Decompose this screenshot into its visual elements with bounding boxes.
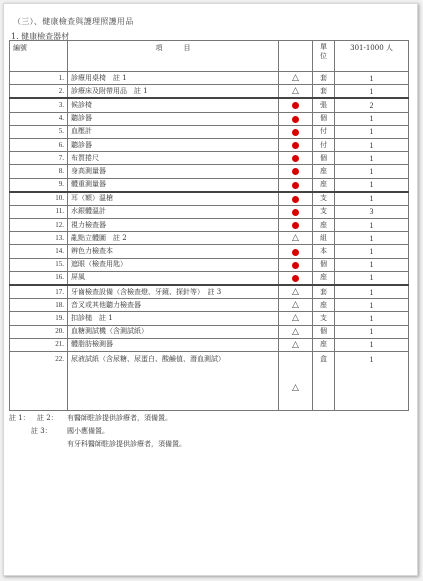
item-name: 診療床及附帶用品 註 1 <box>68 85 279 99</box>
item-quantity: 1 <box>335 232 409 245</box>
row-number: 1. <box>10 72 68 85</box>
table-row <box>10 351 409 410</box>
item-name: 血壓計 <box>68 125 279 138</box>
optional-marker <box>279 351 313 410</box>
triangle-icon: △ <box>292 86 299 97</box>
item-quantity: 1 <box>335 338 409 351</box>
item-name: 屏風 <box>68 271 279 285</box>
item-name: 辨色力檢查本 <box>68 245 279 258</box>
table-row <box>10 152 409 165</box>
header-item: 項 目 <box>68 41 279 72</box>
item-unit: 付 <box>313 125 335 138</box>
item-unit: 座 <box>313 165 335 178</box>
footnote-text-1: 有醫師駐診提供診療者，須備置。 <box>67 414 172 422</box>
required-marker <box>279 192 313 206</box>
table-row <box>10 192 409 206</box>
triangle-icon: △ <box>292 326 299 337</box>
item-unit: 支 <box>313 312 335 325</box>
table-row <box>10 112 409 125</box>
item-name: 血糖測試機（含測試紙） <box>68 325 279 338</box>
footnote-label-1: 註 1： <box>9 414 30 422</box>
optional-marker <box>279 72 313 85</box>
required-marker <box>279 258 313 271</box>
triangle-icon: △ <box>292 233 299 244</box>
item-quantity: 1 <box>335 219 409 232</box>
item-quantity: 1 <box>335 72 409 85</box>
item-quantity: 1 <box>335 138 409 151</box>
table-row <box>10 178 409 192</box>
item-unit: 本 <box>313 245 335 258</box>
item-unit: 個 <box>313 258 335 271</box>
row-number: 14. <box>10 245 68 258</box>
item-quantity: 1 <box>335 299 409 312</box>
item-unit: 座 <box>313 338 335 351</box>
red-dot-icon <box>292 116 299 123</box>
required-marker <box>279 178 313 192</box>
table-row <box>10 85 409 99</box>
item-unit: 個 <box>313 325 335 338</box>
triangle-icon: △ <box>292 300 299 311</box>
header-number: 編號 <box>10 41 68 72</box>
row-number: 9. <box>10 178 68 192</box>
item-unit: 付 <box>313 138 335 151</box>
row-number: 18. <box>10 299 68 312</box>
footnote-line <box>9 412 409 425</box>
row-number: 8. <box>10 165 68 178</box>
item-name: 布質捲尺 <box>68 152 279 165</box>
item-unit: 套 <box>313 85 335 99</box>
red-dot-icon <box>292 222 299 229</box>
item-quantity: 1 <box>335 112 409 125</box>
table-row <box>10 285 409 299</box>
red-dot-icon <box>292 209 299 216</box>
triangle-icon: △ <box>292 287 299 298</box>
item-unit: 套 <box>313 285 335 299</box>
triangle-icon: △ <box>292 382 299 393</box>
item-quantity: 1 <box>335 258 409 271</box>
item-quantity: 1 <box>335 245 409 258</box>
item-unit: 座 <box>313 271 335 285</box>
footnote-text-3: 有牙科醫師駐診提供診療者，須備置。 <box>67 440 186 448</box>
item-quantity: 1 <box>335 325 409 338</box>
row-number: 12. <box>10 219 68 232</box>
item-unit: 座 <box>313 178 335 192</box>
subsection-heading: 1. 健康檢查器材 <box>11 32 70 41</box>
row-number: 16. <box>10 271 68 285</box>
optional-marker <box>279 312 313 325</box>
item-unit: 座 <box>313 299 335 312</box>
table-row <box>10 165 409 178</box>
red-dot-icon <box>292 249 299 256</box>
row-number: 5. <box>10 125 68 138</box>
required-marker <box>279 219 313 232</box>
optional-marker <box>279 338 313 351</box>
item-quantity: 2 <box>335 98 409 112</box>
red-dot-icon <box>292 129 299 136</box>
triangle-icon: △ <box>292 73 299 84</box>
table-row <box>10 312 409 325</box>
item-unit: 套 <box>313 72 335 85</box>
optional-marker <box>279 325 313 338</box>
required-marker <box>279 165 313 178</box>
optional-marker <box>279 299 313 312</box>
row-number: 13. <box>10 232 68 245</box>
item-quantity: 1 <box>335 192 409 206</box>
table-row <box>10 125 409 138</box>
item-name: 尿液試紙（含尿糖、尿蛋白、酸鹼值、潛血測試） <box>68 351 279 410</box>
row-number: 3. <box>10 98 68 112</box>
item-quantity: 1 <box>335 312 409 325</box>
item-unit: 支 <box>313 205 335 218</box>
item-quantity: 1 <box>335 271 409 285</box>
item-unit: 個 <box>313 152 335 165</box>
table-row <box>10 245 409 258</box>
required-marker <box>279 138 313 151</box>
footnote-label-3: 註 3： <box>31 427 52 435</box>
item-name: 聽診器 <box>68 138 279 151</box>
row-number: 7. <box>10 152 68 165</box>
item-name: 遮眼（檢查用匙） <box>68 258 279 271</box>
triangle-icon: △ <box>292 313 299 324</box>
footnote-line <box>9 438 409 451</box>
item-name: 身高測量器 <box>68 165 279 178</box>
item-unit: 座 <box>313 219 335 232</box>
table-row <box>10 205 409 218</box>
footnote-text-2: 國小應備置。 <box>67 427 109 435</box>
table-row <box>10 299 409 312</box>
row-number: 22. <box>10 351 68 410</box>
equipment-table <box>9 40 409 411</box>
item-name: 音叉或其他聽力檢查器 <box>68 299 279 312</box>
required-marker <box>279 98 313 112</box>
row-number: 10. <box>10 192 68 206</box>
required-marker <box>279 112 313 125</box>
header-mark <box>279 41 313 72</box>
item-name: 體脂肪檢測器 <box>68 338 279 351</box>
table-row <box>10 325 409 338</box>
item-quantity: 1 <box>335 85 409 99</box>
table-body <box>10 72 409 411</box>
table-row <box>10 98 409 112</box>
item-unit: 個 <box>313 112 335 125</box>
required-marker <box>279 152 313 165</box>
optional-marker <box>279 285 313 299</box>
table-row <box>10 219 409 232</box>
header-quantity: 301-1000 人 <box>335 41 409 72</box>
item-name: 耳（額）溫槍 <box>68 192 279 206</box>
red-dot-icon <box>292 168 299 175</box>
red-dot-icon <box>292 196 299 203</box>
item-name: 亂點立體圖 註 2 <box>68 232 279 245</box>
section-heading: （三）、健康檢查與護理照護用品 <box>13 17 134 26</box>
row-number: 2. <box>10 85 68 99</box>
row-number: 21. <box>10 338 68 351</box>
item-quantity: 1 <box>335 165 409 178</box>
required-marker <box>279 245 313 258</box>
item-quantity: 1 <box>335 351 409 410</box>
optional-marker <box>279 85 313 99</box>
item-name: 候診椅 <box>68 98 279 112</box>
item-name: 視力檢查器 <box>68 219 279 232</box>
header-unit: 單 位 <box>313 41 335 72</box>
item-unit: 張 <box>313 98 335 112</box>
item-quantity: 1 <box>335 178 409 192</box>
required-marker <box>279 205 313 218</box>
item-name: 扣診槌 註 1 <box>68 312 279 325</box>
red-dot-icon <box>292 102 299 109</box>
triangle-icon: △ <box>292 339 299 350</box>
item-unit: 組 <box>313 232 335 245</box>
row-number: 6. <box>10 138 68 151</box>
row-number: 19. <box>10 312 68 325</box>
item-name: 聽診器 <box>68 112 279 125</box>
item-quantity: 1 <box>335 285 409 299</box>
table-row <box>10 72 409 85</box>
document-page <box>3 3 418 576</box>
row-number: 15. <box>10 258 68 271</box>
optional-marker <box>279 232 313 245</box>
red-dot-icon <box>292 275 299 282</box>
table-row <box>10 232 409 245</box>
item-unit: 盒 <box>313 351 335 410</box>
item-unit: 支 <box>313 192 335 206</box>
red-dot-icon <box>292 182 299 189</box>
required-marker <box>279 271 313 285</box>
item-name: 體重測量器 <box>68 178 279 192</box>
row-number: 20. <box>10 325 68 338</box>
table-row <box>10 271 409 285</box>
table-row <box>10 258 409 271</box>
item-name: 牙齒檢查設備（含檢查燈、牙鏡、探針等） 註 3 <box>68 285 279 299</box>
footnotes <box>9 412 409 451</box>
item-name: 水銀體溫計 <box>68 205 279 218</box>
red-dot-icon <box>292 155 299 162</box>
required-marker <box>279 125 313 138</box>
row-number: 17. <box>10 285 68 299</box>
item-quantity: 1 <box>335 152 409 165</box>
footnote-line <box>9 425 409 438</box>
item-quantity: 3 <box>335 205 409 218</box>
footnote-label-2: 註 2： <box>37 414 58 422</box>
item-name: 診療用桌椅 註 1 <box>68 72 279 85</box>
row-number: 11. <box>10 205 68 218</box>
row-number: 4. <box>10 112 68 125</box>
table-row <box>10 338 409 351</box>
table-row <box>10 138 409 151</box>
red-dot-icon <box>292 262 299 269</box>
item-quantity: 1 <box>335 125 409 138</box>
red-dot-icon <box>292 142 299 149</box>
